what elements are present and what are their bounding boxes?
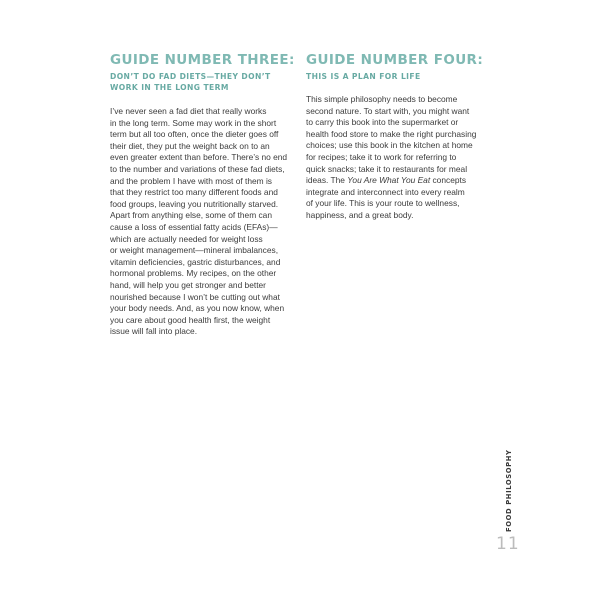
guide-three-column	[110, 52, 295, 338]
body-line: cause a loss of essential fatty acids (EFAs)—	[110, 221, 278, 232]
body-line: hand, will help you get stronger and better	[110, 279, 266, 290]
body-line: health food store to make the right purchasing	[306, 128, 477, 139]
guide-four-body	[306, 94, 492, 222]
body-line: term but all too often, once the dieter goes off	[110, 129, 279, 140]
body-line: I’ve never seen a fad diet that really works	[110, 106, 267, 116]
body-line: their diet, they put the weight back on to an	[110, 140, 270, 151]
body-line: vitamin deficiencies, gastric disturbances, and	[110, 256, 281, 267]
body-line: which are actually needed for weight loss	[110, 233, 263, 244]
body-line: and the problem I have with most of them is	[110, 175, 272, 186]
body-line: food groups, leaving you nutritionally starved.	[110, 198, 279, 209]
body-line: for recipes; take it to work for referring to	[306, 151, 457, 162]
section-label: FOOD PHILOSOPHY	[505, 449, 513, 532]
body-line: even greater extent than before. There’s no end	[110, 152, 288, 163]
guide-three-body	[110, 106, 290, 338]
body-line: second nature. To start with, you might want	[306, 105, 470, 116]
body-line: integrate and interconnect into every realm	[306, 186, 465, 197]
guide-three-subtitle-line: DON’T DO FAD DIETS—THEY DON’T	[110, 72, 271, 81]
page-number: 11	[496, 534, 520, 554]
body-line: happiness, and a great body.	[306, 209, 414, 220]
body-line-segment: concepts	[430, 175, 467, 186]
body-line: hormonal problems. My recipes, on the other	[110, 268, 277, 279]
body-line: quick snacks; take it to restaurants for meal	[306, 163, 468, 174]
body-line: to carry this book into the supermarket or	[306, 117, 459, 128]
body-line-segment: ideas. The	[306, 175, 348, 186]
body-line: you care about good health first, the weight	[110, 314, 271, 325]
guide-three-subtitle	[110, 71, 290, 93]
guide-three-title: GUIDE NUMBER THREE:	[110, 52, 295, 68]
body-line: This simple philosophy needs to become	[306, 94, 458, 104]
guide-four-title: GUIDE NUMBER FOUR:	[306, 52, 484, 68]
guide-three-subtitle-line: WORK IN THE LONG TERM	[110, 83, 229, 92]
body-line: of your life. This is your route to wellness,	[306, 198, 460, 209]
body-line: your body needs. And, as you now know, when	[110, 303, 285, 314]
body-line: or weight management—mineral imbalances,	[110, 245, 279, 256]
body-line: choices; use this book in the kitchen at home	[306, 140, 473, 151]
guide-four-subtitle-line: THIS IS A PLAN FOR LIFE	[306, 72, 421, 81]
body-line: Apart from anything else, some of them can	[110, 210, 272, 221]
body-line: that they restrict too many different foods and	[110, 187, 278, 198]
body-line: issue will fall into place.	[110, 326, 198, 337]
body-line-with-book-title	[306, 175, 492, 187]
guide-four-subtitle	[306, 71, 492, 82]
body-line: in the long term. Some may work in the short	[110, 117, 277, 128]
book-title-italic: You Are What You Eat	[347, 175, 431, 186]
body-line: nourished because I won’t be cutting out what	[110, 291, 280, 302]
guide-four-column	[306, 52, 492, 222]
body-line: to the number and variations of these fad diets,	[110, 163, 285, 174]
